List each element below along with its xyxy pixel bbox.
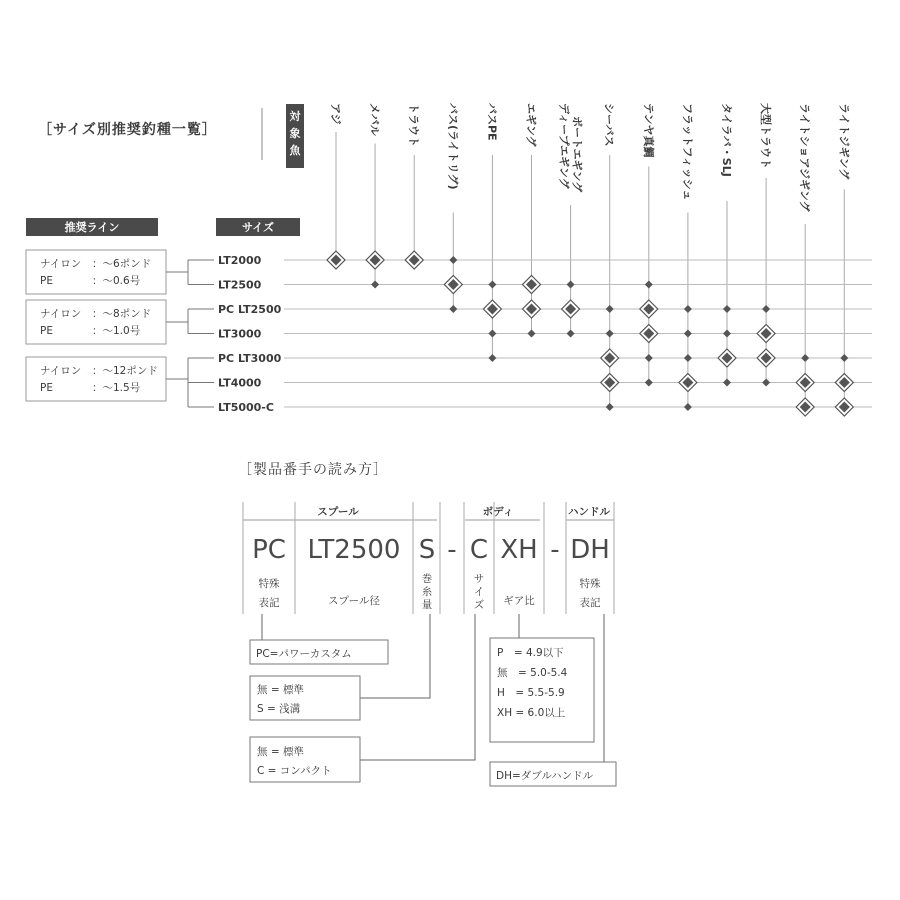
size-label-4: PC LT3000: [218, 352, 282, 365]
box-gear-line3: H = 5.5-5.9: [497, 687, 565, 699]
label-c-3: ズ: [473, 599, 485, 611]
label-dh-1: 特殊: [579, 578, 601, 590]
line-group-2-label-1: PE: [40, 382, 53, 394]
box-gear-line2: 無 = 5.0-5.4: [497, 667, 568, 679]
size-label-6: LT5000-C: [218, 401, 274, 414]
mark-ok-r1-c6: [567, 281, 575, 289]
line-group-1-value-0: ：～8ポンド: [92, 308, 152, 320]
mark-ok-r3-c5: [528, 330, 536, 338]
box-pc-text: PC=パワーカスタム: [256, 648, 352, 660]
fish-label-5: エギング: [524, 103, 538, 147]
code-part-dh: DH: [570, 535, 610, 565]
box-s-line2: S = 浅溝: [257, 703, 301, 715]
code-part-xh: XH: [500, 535, 538, 565]
fish-labels: [329, 103, 850, 213]
line-groups: [26, 250, 214, 407]
box-c-line1: 無 = 標準: [257, 746, 304, 758]
mark-ok-r6-c7: [606, 403, 614, 411]
line-group-0-label-1: PE: [40, 275, 53, 287]
mark-ok-r3-c4: [488, 330, 496, 338]
mark-ok-r6-c9: [684, 403, 692, 411]
box-dh-text: DH=ダブルハンドル: [496, 770, 594, 782]
line-group-1-label-0: ナイロン: [40, 308, 82, 320]
mark-ok-r4-c4: [488, 354, 496, 362]
size-label-5: LT4000: [218, 376, 262, 390]
mark-ok-r3-c6: [567, 330, 575, 338]
chart-title: ［サイズ別推奨釣種一覧］: [38, 122, 217, 138]
code-part-pc: PC: [252, 535, 286, 565]
mark-ok-r2-c3: [449, 305, 457, 313]
fish-label-12: ライトショアジギング: [798, 103, 812, 212]
fish-label-0: アジ: [329, 103, 342, 125]
mark-ok-r3-c10: [723, 330, 731, 338]
line-group-2-value-1: ：～1.5号: [92, 382, 141, 394]
code-part-lt2500: LT2500: [307, 535, 401, 565]
size-label-1: LT2500: [218, 278, 262, 292]
code-title: ［製品番手の読み方］: [238, 462, 388, 478]
line-header: 推奨ライン: [64, 221, 120, 234]
label-c-2: イ: [473, 586, 485, 598]
fish-label-3: バス(ライトリグ): [446, 103, 460, 190]
mark-ok-r4-c9: [684, 354, 692, 362]
line-group-2-label-0: ナイロン: [40, 365, 82, 377]
mark-ok-r3-c7: [606, 330, 614, 338]
box-s-line1: 無 = 標準: [257, 684, 304, 696]
header-spool: スプール: [317, 506, 359, 518]
fish-label-2: トラウト: [407, 103, 421, 147]
mark-ok-r1-c4: [488, 281, 496, 289]
size-label-0: LT2000: [218, 254, 262, 267]
fish-label-4: バスPE: [485, 103, 499, 141]
box-c-line2: C = コンパクト: [257, 765, 332, 777]
mark-ok-r2-c11: [762, 305, 770, 313]
mark-ok-r1-c1: [371, 281, 379, 289]
label-s-3: 量: [421, 599, 433, 611]
mark-ok-r4-c12: [801, 354, 809, 362]
size-labels: [214, 252, 284, 415]
fish-label-10: タイラバ・SLJ: [720, 103, 733, 177]
mark-ok-r5-c10: [723, 379, 731, 387]
fish-label-9: フラットフィッシュ: [680, 103, 694, 201]
fish-label-6-0: ディープエギング: [557, 103, 571, 189]
label-spool-diameter: スプール径: [328, 595, 380, 607]
mark-ok-r2-c9: [684, 305, 692, 313]
mark-ok-r1-c8: [645, 281, 653, 289]
fish-label-11: 大型トラウト: [759, 103, 773, 169]
label-s-2: 糸: [421, 586, 433, 598]
fish-label-7: シーバス: [602, 103, 616, 147]
size-header: サイズ: [241, 221, 275, 234]
box-gear-line4: XH = 6.0以上: [497, 707, 566, 719]
mark-ok-r0-c3: [449, 256, 457, 264]
size-fish-chart: [26, 103, 872, 416]
code-part-s: S: [418, 535, 436, 565]
line-group-1-value-1: ：～1.0号: [92, 325, 141, 337]
size-label-2: PC LT2500: [218, 303, 282, 316]
line-group-1-label-1: PE: [40, 325, 53, 337]
fish-label-6-1: ボートエギング: [570, 116, 584, 193]
mark-ok-r3-c9: [684, 330, 692, 338]
mark-ok-r5-c8: [645, 379, 653, 387]
line-group-2-value-0: ：～12ポンド: [92, 365, 158, 377]
mark-ok-r4-c13: [840, 354, 848, 362]
code-part-dash2: -: [550, 535, 560, 565]
label-gear-ratio: ギア比: [503, 595, 535, 607]
label-pc-1: 特殊: [258, 578, 280, 590]
product-code-guide: [238, 461, 616, 786]
mark-ok-r5-c11: [762, 379, 770, 387]
fish-label-13: ライトジギング: [837, 103, 851, 180]
line-group-box-0: [26, 250, 166, 294]
fish-label-8: テンヤ真鯛: [641, 103, 655, 158]
box-gear-line1: P = 4.9以下: [497, 647, 564, 659]
line-group-0-value-0: ：～6ポンド: [92, 258, 152, 270]
line-group-box-1: [26, 300, 166, 344]
mark-ok-r2-c10: [723, 305, 731, 313]
header-handle: ハンドル: [568, 506, 610, 518]
code-part-dash1: -: [447, 535, 457, 565]
label-s-1: 巻: [421, 573, 433, 585]
fish-label-1: メバル: [368, 103, 382, 136]
line-group-0-label-0: ナイロン: [40, 258, 82, 270]
line-group-box-2: [26, 357, 166, 401]
mark-ok-r4-c8: [645, 354, 653, 362]
label-c-1: サ: [473, 573, 485, 585]
size-label-3: LT3000: [218, 327, 262, 341]
target-fish-label: 対象魚: [289, 110, 301, 157]
code-part-c: C: [469, 535, 489, 565]
mark-ok-r2-c7: [606, 305, 614, 313]
header-body: ボディ: [482, 506, 514, 518]
label-dh-2: 表記: [579, 597, 601, 609]
line-group-0-value-1: ：～0.6号: [92, 275, 141, 287]
label-pc-2: 表記: [258, 597, 280, 609]
